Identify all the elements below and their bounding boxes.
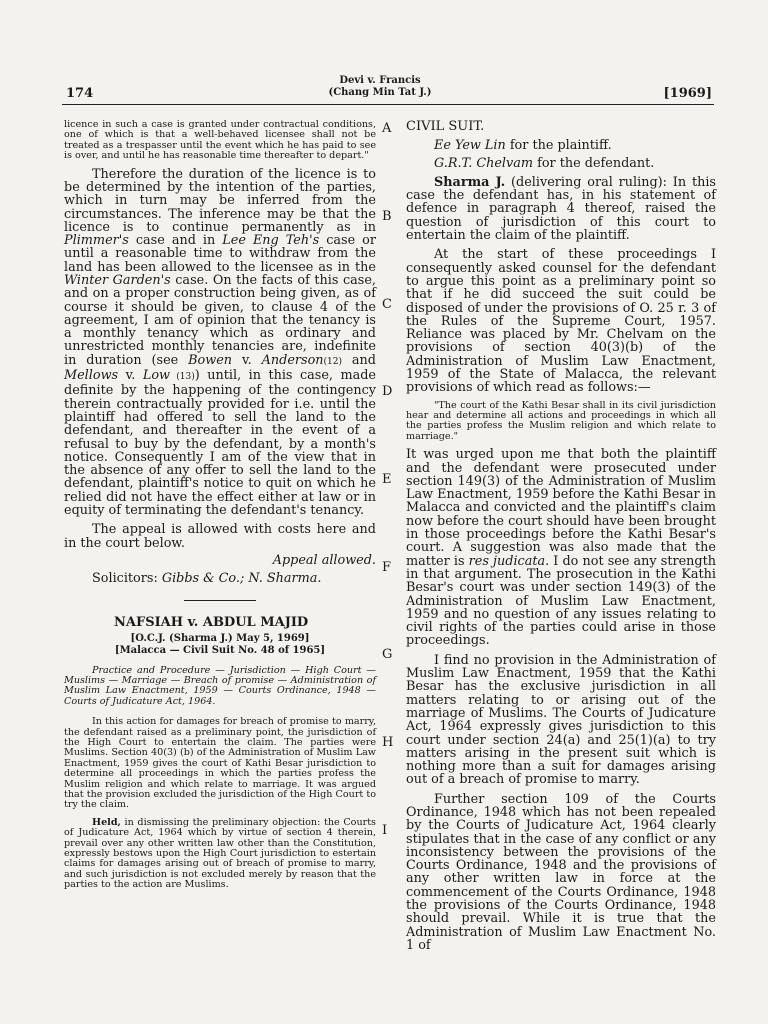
counsel-plaintiff: Ee Yew Lin for the plaintiff. [434,138,612,154]
margin-letter-c: C [382,297,392,312]
margin-letter-h: H [382,735,394,750]
solicitors-line: Solicitors: Gibbs & Co.; N. Sharma. [92,571,322,587]
ruling-paragraph-3: It was urged upon me that both the plaintiff and the defendant were prosecuted under section 149(3) of the Administration of Muslim Law Enactment, 1959 before the Kathi Besar in Malacca and convicted and the plaintiff's claim now before the court should have been brought in those proceedings before the Kathi Besar's court. A suggestion was also made that the matter is res judicata. I do not see any strength in that argument. The prosecution in the Kathi Besar's court was under section 149(3) of the Administration of Muslim Law Enactment, 1959 and no question of any issues relating to civil rights of the parties could arise in those proceedings. [406,447,716,649]
catchwords: Practice and Procedure — Jurisdiction — High Court — Muslims — Marriage — Breach of promise — Administration of Muslim Law Enactment, 1959 — Courts Ordinance, 1948 — Courts of Judicature Act, 1964. [64,664,376,707]
case-divider [184,600,256,601]
ruling-paragraph-5: Further section 109 of the Courts Ordinance, 1948 which has not been repealed by the Courts of Judicature Act, 1964 clearly stipulates that in the case of any conflict or any inconsistency between the provisions of the Courts Ordinance, 1948 and the provisions of any other written law in force at the commencement of the Courts Ordinance, 1948 the provisions of the Courts Ordinance, 1948 should prevail. While it is true that the Administration of Muslim Law Enactment No. 1 of [406,791,716,953]
appeal-allowed-label: Appeal allowed. [272,552,376,568]
running-header [300,75,460,99]
left-column [64,120,376,891]
margin-letter-e: E [382,472,392,487]
header-rule [62,104,714,105]
margin-letter-d: D [382,384,393,399]
margin-letter-i: I [382,823,388,838]
paragraph-licence-duration: Therefore the duration of the licence is to be determined by the intention of the parties, which in turn may be inferred from the circumstances. The inference may be that the licence is to continue permanently as in Plimmer's case and in Lee Eng Teh's case or until a reasonable time to withdraw from the land has been allowed to the licensee as in the Winter Garden's case. On the facts of this case, and on a proper construction being given, as of course it should be given, to clause 4 of the agreement, I am of opinion that the tenancy is a monthly tenancy which as ordinary and unrestricted monthly tenancies are, indefinite in duration (see Bowen v. Anderson(12) and Mellows v. Low (13)) until, in this case, made definite by the happening of the contingency therein contractually provided for i.e. until the plaintiff had offered to sell the land to the defendant, and thereafter in the event of a refusal to buy by the defendant, by a month's notice. Consequently I am of the view that in the absence of any offer to sell the land to the defendant, plaintiff's notice to quit on which he relied did not have the effect either at law or in equity of terminating the defendant's tenancy. [64,166,377,519]
case2-title: NAFSIAH v. ABDUL MAJID [114,614,309,630]
quote-continuation: licence in such a case is granted under contractual conditions, one of which is that a well-behaved licensee shall not be treated as a trespasser until the event which he has paid to see is over, and until he has reasonable time thereafter to depart." [64,119,376,162]
case2-suit: [Malacca — Civil Suit No. 48 of 1965] [114,644,326,656]
headnote-facts: In this action for damages for breach of promise to marry, the defendant raised as a preliminary point, the jurisdiction of the High Court to entertain the claim. The parties were Muslims. Section 40(3) (b) of the Administration of Muslim Law Enactment, 1959 gives the court of Kathi Besar jurisdiction to determine all proceedings in which the parties profess the Muslim religion and which relate to marriage. It was argued that the provision excluded the jurisdiction of the High Court to try the claim. [64,716,376,811]
case2-court: [O.C.J. (Sharma J.) May 5, 1969] [130,632,310,644]
civil-suit-heading: CIVIL SUIT. [406,119,485,134]
page-number: 174 [66,86,94,101]
judge-name: (Chang Min Tat J.) [328,87,432,98]
ruling-paragraph-1: Sharma J. (delivering oral ruling): In this case the defendant has, in his statement of defence in paragraph 4 thereof, raised the question of jurisdiction of this court to entertain the claim of the plaintiff. [406,174,716,244]
statute-quote: "The court of the Kathi Besar shall in its civil jurisdiction hear and determine all actions and proceedings in which all the parties profess the Muslim religion and which relate to marriage." [406,399,716,442]
headnote-held: Held, in dismissing the preliminary objection: the Courts of Judicature Act, 1964 which by virtue of section 4 therein, prevail over any other written law other than the Constitution, expressly bestows upon the High Court jurisdiction to estertain claims for damages arising out of breach of promise to marry, and such jurisdiction is not excluded merely by reason that the parties to the action are Muslims. [64,816,376,891]
paragraph-appeal-allowed: The appeal is allowed with costs here and in the court below. [64,522,376,551]
ruling-paragraph-2: At the start of these proceedings I consequently asked counsel for the defendant to argue this point as a preliminary point so that if he did succeed the suit could be disposed of under the provisions of O. 25 r. 3 of the Rules of the Supreme Court, 1957. Reliance was placed by Mr. Chelvam on the provisions of section 40(3)(b) of the Administration of Muslim Law Enactment, 1959 of the State of Malacca, the relevant provisions of which read as follows:— [406,247,716,396]
margin-letter-b: B [382,209,392,224]
margin-letter-a: A [382,121,392,136]
report-year: [1969] [663,86,712,101]
ruling-paragraph-4: I find no provision in the Administration of Muslim Law Enactment, 1959 that the Kathi Besar has the exclusive jurisdiction in all matters relating to or arising out of the marriage of Muslims. The Courts of Judicature Act, 1964 expressly gives jurisdiction to this court under section 24(a) and 25(1)(a) to try matters arising in the present suit which is nothing more than a suit for damages arising out of a breach of promise to marry. [406,652,716,788]
counsel-defendant: G.R.T. Chelvam for the defendant. [434,155,655,171]
right-column [406,120,716,952]
margin-letter-g: G [382,647,393,662]
margin-letter-f: F [382,560,392,575]
case-title: Devi v. Francis [339,75,421,86]
